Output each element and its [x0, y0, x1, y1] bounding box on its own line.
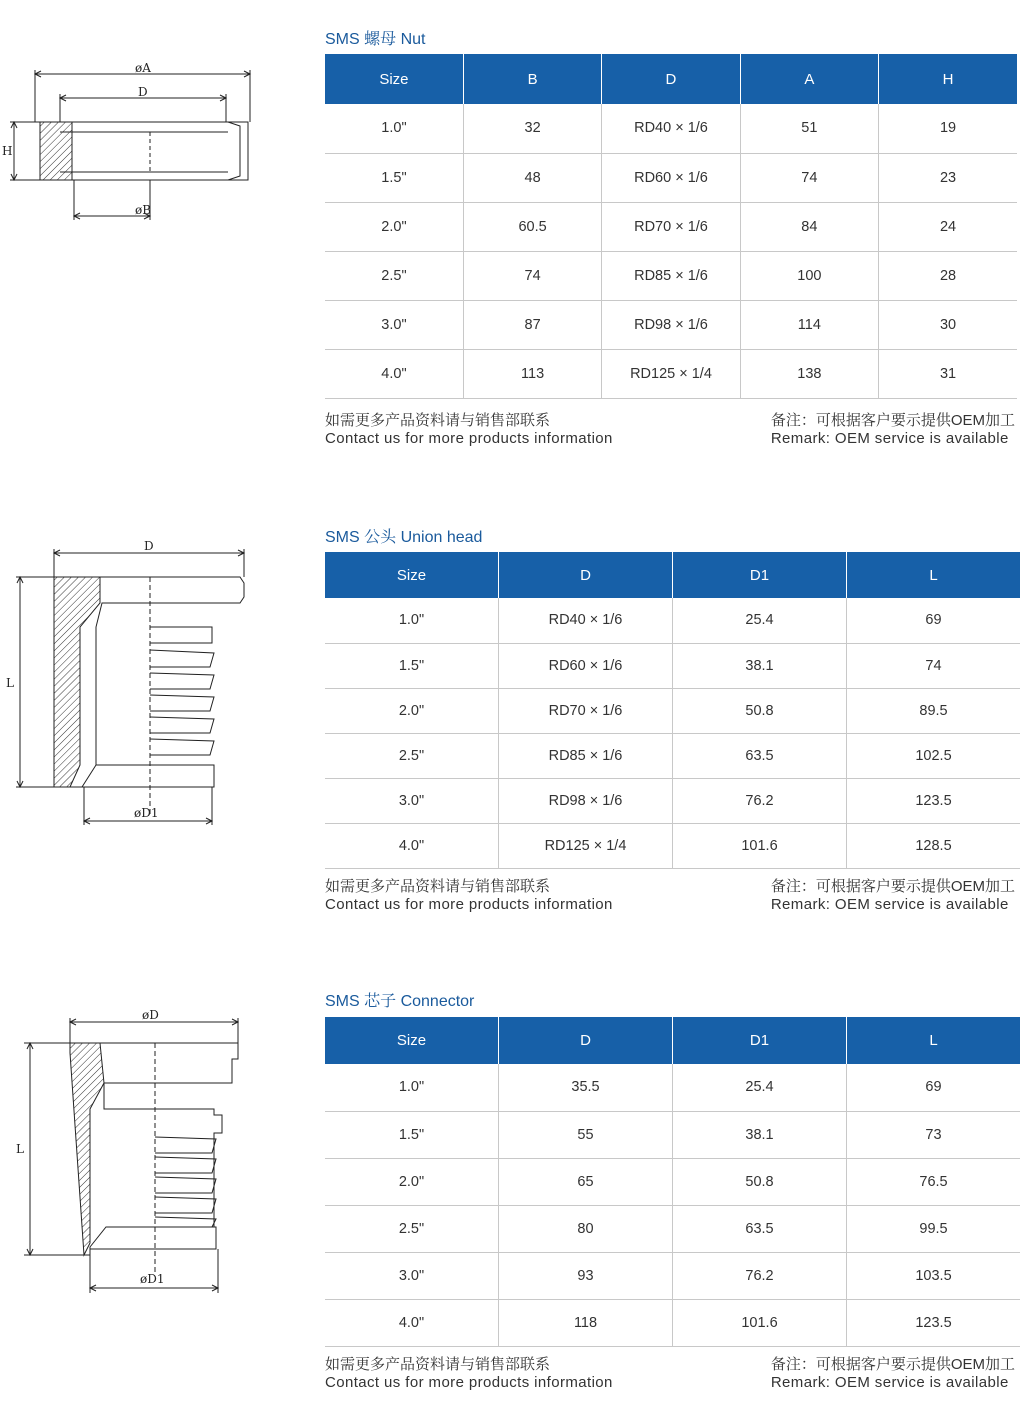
table-cell: 74: [463, 251, 601, 300]
table-cell: 76.2: [673, 1252, 847, 1299]
contact-en-text: Contact us for more products information: [325, 1374, 613, 1391]
table-cell: 74: [847, 643, 1021, 688]
table-cell: 28: [879, 251, 1017, 300]
contact-en-text: Contact us for more products information: [325, 896, 613, 913]
remark-cn-text: 备注：可根据客户要示提供OEM加工: [770, 412, 1015, 429]
table-cell: 87: [463, 300, 601, 349]
table-cell: 50.8: [673, 688, 847, 733]
remark-en-text: Remark: OEM service is available: [770, 896, 1009, 913]
connector-drawing: [0, 1005, 270, 1305]
nut-header-d: D: [602, 54, 740, 104]
table-row: [325, 251, 1017, 300]
union-header-l: L: [847, 552, 1021, 598]
table-row: [325, 1064, 1020, 1111]
union-header-d1: D1: [673, 552, 847, 598]
table-cell: 73: [847, 1111, 1021, 1158]
table-cell: 114: [740, 300, 878, 349]
table-cell: 31: [879, 349, 1017, 398]
union-header-size: Size: [325, 552, 499, 598]
table-row: [325, 688, 1020, 733]
table-row: [325, 300, 1017, 349]
table-cell: 1.0": [325, 598, 499, 643]
table-row: [325, 598, 1020, 643]
nut-dim-h-label: H: [2, 144, 13, 158]
table-cell: RD60 × 1/6: [499, 643, 673, 688]
remark-en-text: Remark: OEM service is available: [770, 1374, 1009, 1391]
table-cell: 38.1: [673, 643, 847, 688]
union-head-title: SMS 公头 Union head: [325, 529, 483, 546]
remark-cn-text: 备注：可根据客户要示提供OEM加工: [770, 878, 1015, 895]
nut-drawing: [0, 60, 270, 230]
table-cell: 65: [499, 1158, 673, 1205]
table-cell: 2.0": [325, 1158, 499, 1205]
table-cell: RD98 × 1/6: [602, 300, 740, 349]
table-cell: 69: [847, 598, 1021, 643]
table-cell: 63.5: [673, 733, 847, 778]
union-contact-note: [325, 878, 613, 914]
table-cell: 113: [463, 349, 601, 398]
table-cell: RD60 × 1/6: [602, 153, 740, 202]
table-cell: RD85 × 1/6: [499, 733, 673, 778]
table-cell: RD125 × 1/4: [602, 349, 740, 398]
table-cell: 89.5: [847, 688, 1021, 733]
table-cell: 55: [499, 1111, 673, 1158]
table-cell: 118: [499, 1299, 673, 1346]
union-head-spec-table: [325, 552, 1020, 869]
table-cell: 101.6: [673, 1299, 847, 1346]
nut-header-a: A: [740, 54, 878, 104]
table-cell: 84: [740, 202, 878, 251]
connector-header-size: Size: [325, 1017, 499, 1064]
table-cell: RD125 × 1/4: [499, 823, 673, 868]
nut-remark-note: [771, 412, 1015, 448]
connector-remark-note: [771, 1356, 1015, 1392]
table-row: [325, 153, 1017, 202]
table-cell: 38.1: [673, 1111, 847, 1158]
nut-table-header-row: [325, 54, 1017, 104]
table-cell: 101.6: [673, 823, 847, 868]
table-cell: 4.0": [325, 823, 499, 868]
table-cell: 123.5: [847, 1299, 1021, 1346]
contact-cn-text: 如需更多产品资料请与销售部联系: [325, 878, 551, 895]
nut-header-h: H: [879, 54, 1017, 104]
table-cell: 99.5: [847, 1205, 1021, 1252]
contact-cn-text: 如需更多产品资料请与销售部联系: [325, 1356, 551, 1373]
union-dim-d1-label: øD1: [134, 806, 159, 820]
table-row: [325, 643, 1020, 688]
table-cell: 30: [879, 300, 1017, 349]
table-cell: 23: [879, 153, 1017, 202]
union-header-d: D: [499, 552, 673, 598]
connector-header-d: D: [499, 1017, 673, 1064]
table-cell: 123.5: [847, 778, 1021, 823]
table-cell: 35.5: [499, 1064, 673, 1111]
table-cell: 2.0": [325, 688, 499, 733]
connector-header-d1: D1: [673, 1017, 847, 1064]
table-cell: 1.5": [325, 643, 499, 688]
table-row: [325, 823, 1020, 868]
table-cell: 1.0": [325, 1064, 499, 1111]
table-cell: 103.5: [847, 1252, 1021, 1299]
union-dim-d-label: D: [144, 539, 154, 553]
table-cell: 2.5": [325, 733, 499, 778]
connector-dim-l-label: L: [16, 1142, 24, 1156]
nut-contact-note: [325, 412, 613, 448]
table-cell: RD40 × 1/6: [499, 598, 673, 643]
table-cell: 50.8: [673, 1158, 847, 1205]
connector-table-header-row: [325, 1017, 1020, 1064]
table-cell: 32: [463, 104, 601, 153]
table-cell: 128.5: [847, 823, 1021, 868]
union-table-header-row: [325, 552, 1020, 598]
table-cell: 1.0": [325, 104, 463, 153]
table-cell: 2.5": [325, 1205, 499, 1252]
table-cell: 3.0": [325, 1252, 499, 1299]
table-cell: 3.0": [325, 300, 463, 349]
table-row: [325, 1252, 1020, 1299]
table-cell: 2.5": [325, 251, 463, 300]
nut-dim-b-label: øB: [135, 203, 152, 217]
table-cell: 4.0": [325, 1299, 499, 1346]
connector-contact-note: [325, 1356, 613, 1392]
table-cell: RD70 × 1/6: [499, 688, 673, 733]
table-cell: 76.2: [673, 778, 847, 823]
table-row: [325, 202, 1017, 251]
table-cell: 102.5: [847, 733, 1021, 778]
table-cell: 80: [499, 1205, 673, 1252]
contact-en-text: Contact us for more products information: [325, 430, 613, 447]
table-cell: 93: [499, 1252, 673, 1299]
table-row: [325, 104, 1017, 153]
table-cell: 19: [879, 104, 1017, 153]
table-cell: 138: [740, 349, 878, 398]
nut-title: SMS 螺母 Nut: [325, 31, 426, 48]
table-cell: 4.0": [325, 349, 463, 398]
connector-dim-d-label: øD: [142, 1008, 159, 1022]
remark-en-text: Remark: OEM service is available: [770, 430, 1009, 447]
table-cell: 2.0": [325, 202, 463, 251]
union-dim-l-label: L: [6, 676, 14, 690]
table-row: [325, 1158, 1020, 1205]
connector-spec-table: [325, 1017, 1020, 1347]
table-row: [325, 778, 1020, 823]
table-cell: 1.5": [325, 1111, 499, 1158]
table-cell: RD40 × 1/6: [602, 104, 740, 153]
table-cell: 63.5: [673, 1205, 847, 1252]
nut-header-b: B: [463, 54, 601, 104]
table-cell: 60.5: [463, 202, 601, 251]
nut-header-size: Size: [325, 54, 463, 104]
nut-spec-table: [325, 54, 1017, 399]
nut-dim-d-label: D: [138, 85, 148, 99]
table-row: [325, 349, 1017, 398]
table-row: [325, 1111, 1020, 1158]
connector-title: SMS 芯子 Connector: [325, 993, 475, 1010]
table-cell: 25.4: [673, 1064, 847, 1111]
table-cell: 51: [740, 104, 878, 153]
contact-cn-text: 如需更多产品资料请与销售部联系: [325, 412, 551, 429]
table-cell: RD85 × 1/6: [602, 251, 740, 300]
remark-cn-text: 备注：可根据客户要示提供OEM加工: [770, 1356, 1015, 1373]
table-cell: 48: [463, 153, 601, 202]
nut-dim-a-label: øA: [135, 61, 151, 75]
connector-dim-d1-label: øD1: [140, 1272, 165, 1286]
table-cell: RD98 × 1/6: [499, 778, 673, 823]
union-head-drawing: [0, 535, 270, 835]
table-cell: 3.0": [325, 778, 499, 823]
table-row: [325, 1299, 1020, 1346]
table-row: [325, 1205, 1020, 1252]
union-remark-note: [771, 878, 1015, 914]
table-cell: 1.5": [325, 153, 463, 202]
table-cell: 76.5: [847, 1158, 1021, 1205]
table-cell: RD70 × 1/6: [602, 202, 740, 251]
table-cell: 74: [740, 153, 878, 202]
table-cell: 100: [740, 251, 878, 300]
table-cell: 69: [847, 1064, 1021, 1111]
connector-header-l: L: [847, 1017, 1021, 1064]
table-cell: 25.4: [673, 598, 847, 643]
table-row: [325, 733, 1020, 778]
table-cell: 24: [879, 202, 1017, 251]
